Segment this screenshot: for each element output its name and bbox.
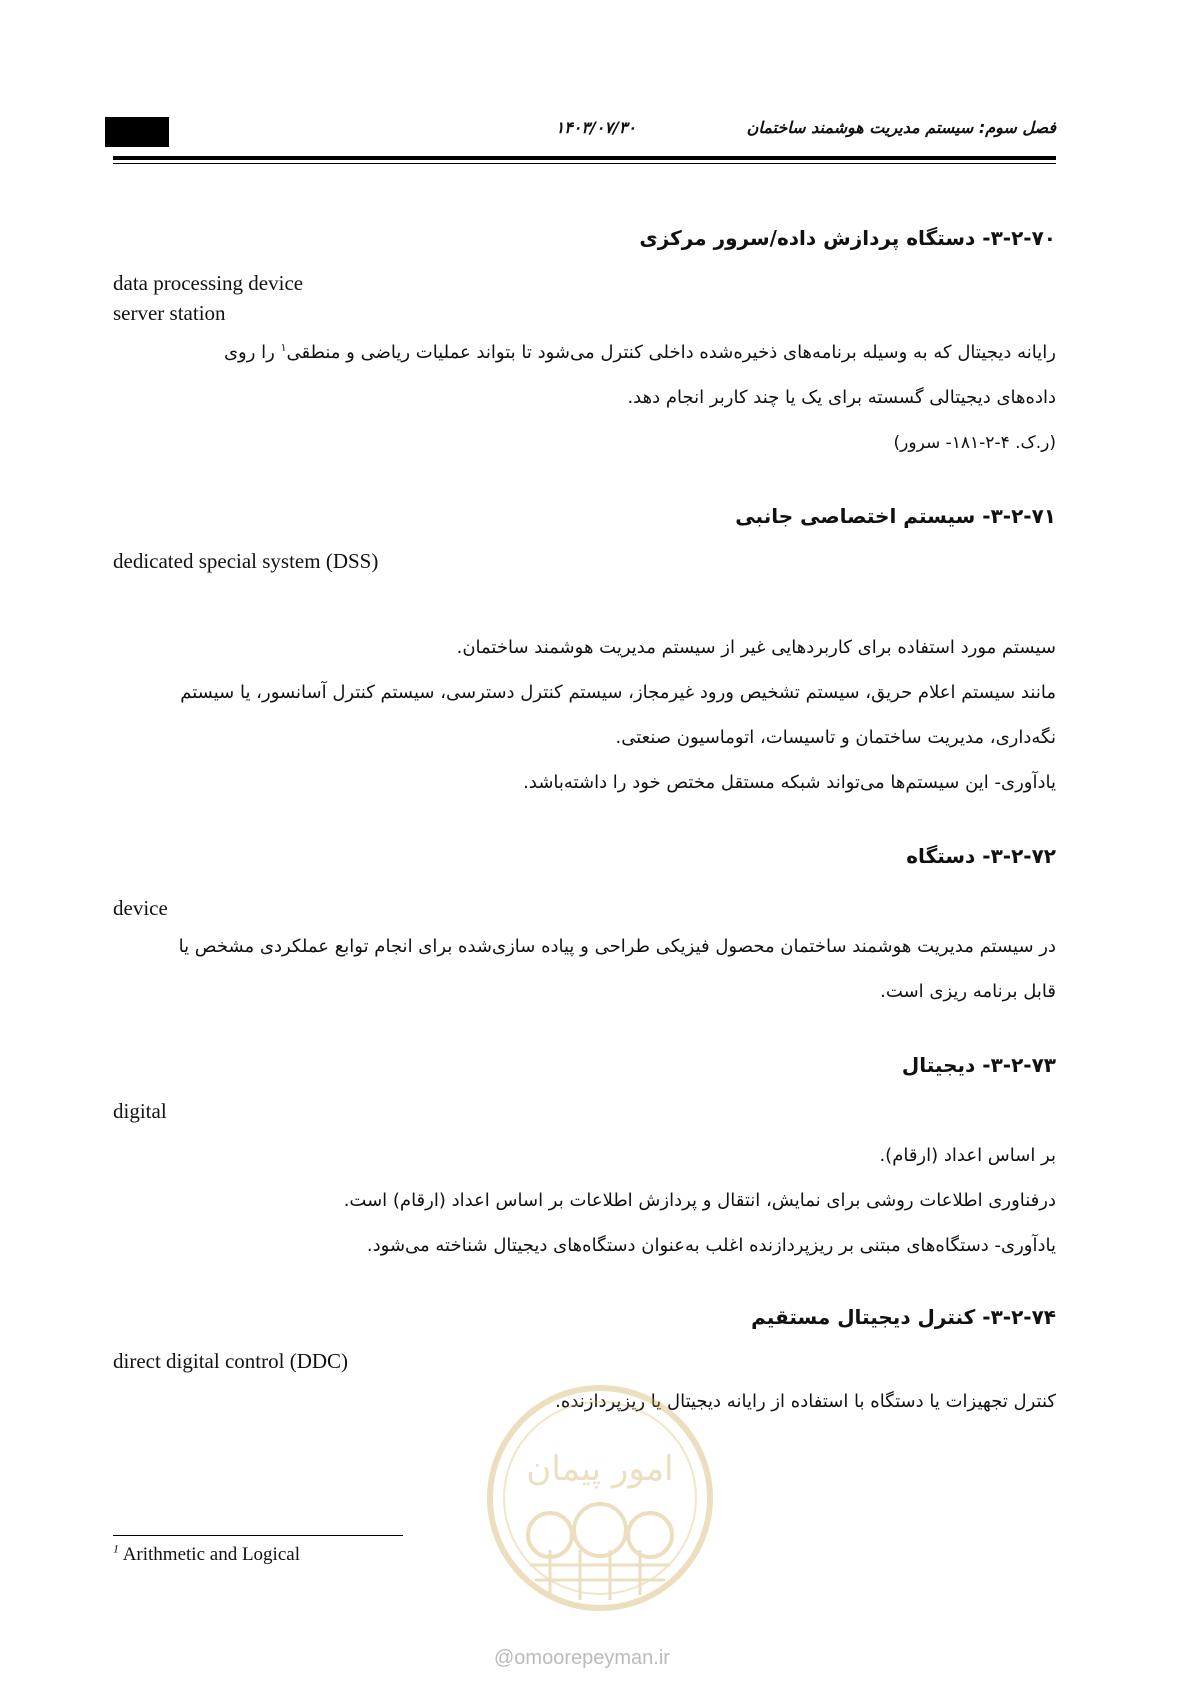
footnote-separator xyxy=(113,1535,403,1536)
section-73-note: یادآوری- دستگاه‌های مبتنی بر ریزپردازنده اغلب به‌عنوان دستگاه‌های دیجیتال شناخته می‌شود. xyxy=(366,1235,1056,1256)
section-73-definition-line-1: بر اساس اعداد (ارقام). xyxy=(879,1145,1056,1166)
section-71-heading: ۳-۲-۷۱- سیستم اختصاصی جانبی xyxy=(735,504,1056,528)
footnote-marker: 1 xyxy=(113,1541,119,1556)
section-71-definition-line-1: سیستم مورد استفاده برای کاربردهایی غیر از سیستم مدیریت هوشمند ساختمان. xyxy=(456,637,1056,658)
section-71-definition-line-2: مانند سیستم اعلام حریق، سیستم تشخیص ورود غیرمجاز، سیستم کنترل دسترسی، سیستم کنترل آسانسور، یا سیستم xyxy=(180,682,1056,703)
section-72-definition-line-2: قابل برنامه ریزی است. xyxy=(880,981,1056,1002)
section-72-definition-line-1: در سیستم مدیریت هوشمند ساختمان محصول فیزیکی طراحی و پیاده سازی‌شده برای انجام توابع عملکردی مشخص یا xyxy=(178,936,1056,957)
section-74-heading: ۳-۲-۷۴- کنترل دیجیتال مستقیم xyxy=(751,1305,1056,1329)
section-73-term: digital xyxy=(113,1099,167,1123)
watermark-logo xyxy=(480,1380,720,1630)
section-74-term: direct digital control (DDC) xyxy=(113,1349,349,1373)
section-70-term-1: data processing device xyxy=(113,271,304,295)
section-70-reference: (ر.ک. ۴-۲-۱۸۱- سرور) xyxy=(893,433,1056,453)
section-72-heading: ۳-۲-۷۲- دستگاه xyxy=(906,844,1056,868)
section-70-definition-line-2: داده‌های دیجیتالی گسسته برای یک یا چند کاربر انجام دهد. xyxy=(627,387,1056,408)
watermark-logo-text: امور پیمان xyxy=(526,1449,674,1489)
footnote-text: Arithmetic and Logical xyxy=(122,1544,300,1565)
section-71-term: dedicated special system (DSS) xyxy=(113,549,379,573)
chapter-title: فصل سوم: سیستم مدیریت هوشمند ساختمان xyxy=(746,118,1056,137)
header-date: ۱۴۰۳/۰۷/۳۰ xyxy=(555,118,636,137)
section-71-definition-line-3: نگه‌داری، مدیریت ساختمان و تاسیسات، اتوماسیون صنعتی. xyxy=(615,727,1056,748)
section-72-term: device xyxy=(113,896,168,920)
header-rule-thin xyxy=(113,163,1056,164)
section-70-definition-line-1 xyxy=(113,333,1056,373)
section-74-definition-line-1: کنترل تجهیزات یا دستگاه با استفاده از رایانه دیجیتال یا ریزپردازنده. xyxy=(555,1391,1056,1412)
watermark-url: @omoorepeyman.ir xyxy=(494,1647,670,1669)
footnote-ref-1[interactable]: ۱ xyxy=(280,341,287,354)
section-71-note: یادآوری- این سیستم‌ها می‌تواند شبکه مستقل مختص خود را داشته‌باشد. xyxy=(523,772,1056,793)
footnote xyxy=(113,1541,300,1569)
section-70-line-1a: رایانه دیجیتال که به وسیله برنامه‌های ذخیره‌شده داخلی کنترل می‌شود تا بتواند عملیات ریاضی و منطقی xyxy=(286,342,1056,363)
page-number-box xyxy=(105,117,169,147)
section-73-heading: ۳-۲-۷۳- دیجیتال xyxy=(901,1053,1056,1077)
section-70-line-1b: را روی xyxy=(223,342,281,363)
section-73-definition-line-2: درفناوری اطلاعات روشی برای نمایش، انتقال و پردازش اطلاعات بر اساس اعداد (ارقام) است. xyxy=(343,1190,1056,1211)
section-70-heading: ۳-۲-۷۰- دستگاه پردازش داده/سرور مرکزی xyxy=(639,226,1056,250)
header-rule-thick xyxy=(113,156,1056,160)
section-70-term-2: server station xyxy=(113,301,226,325)
